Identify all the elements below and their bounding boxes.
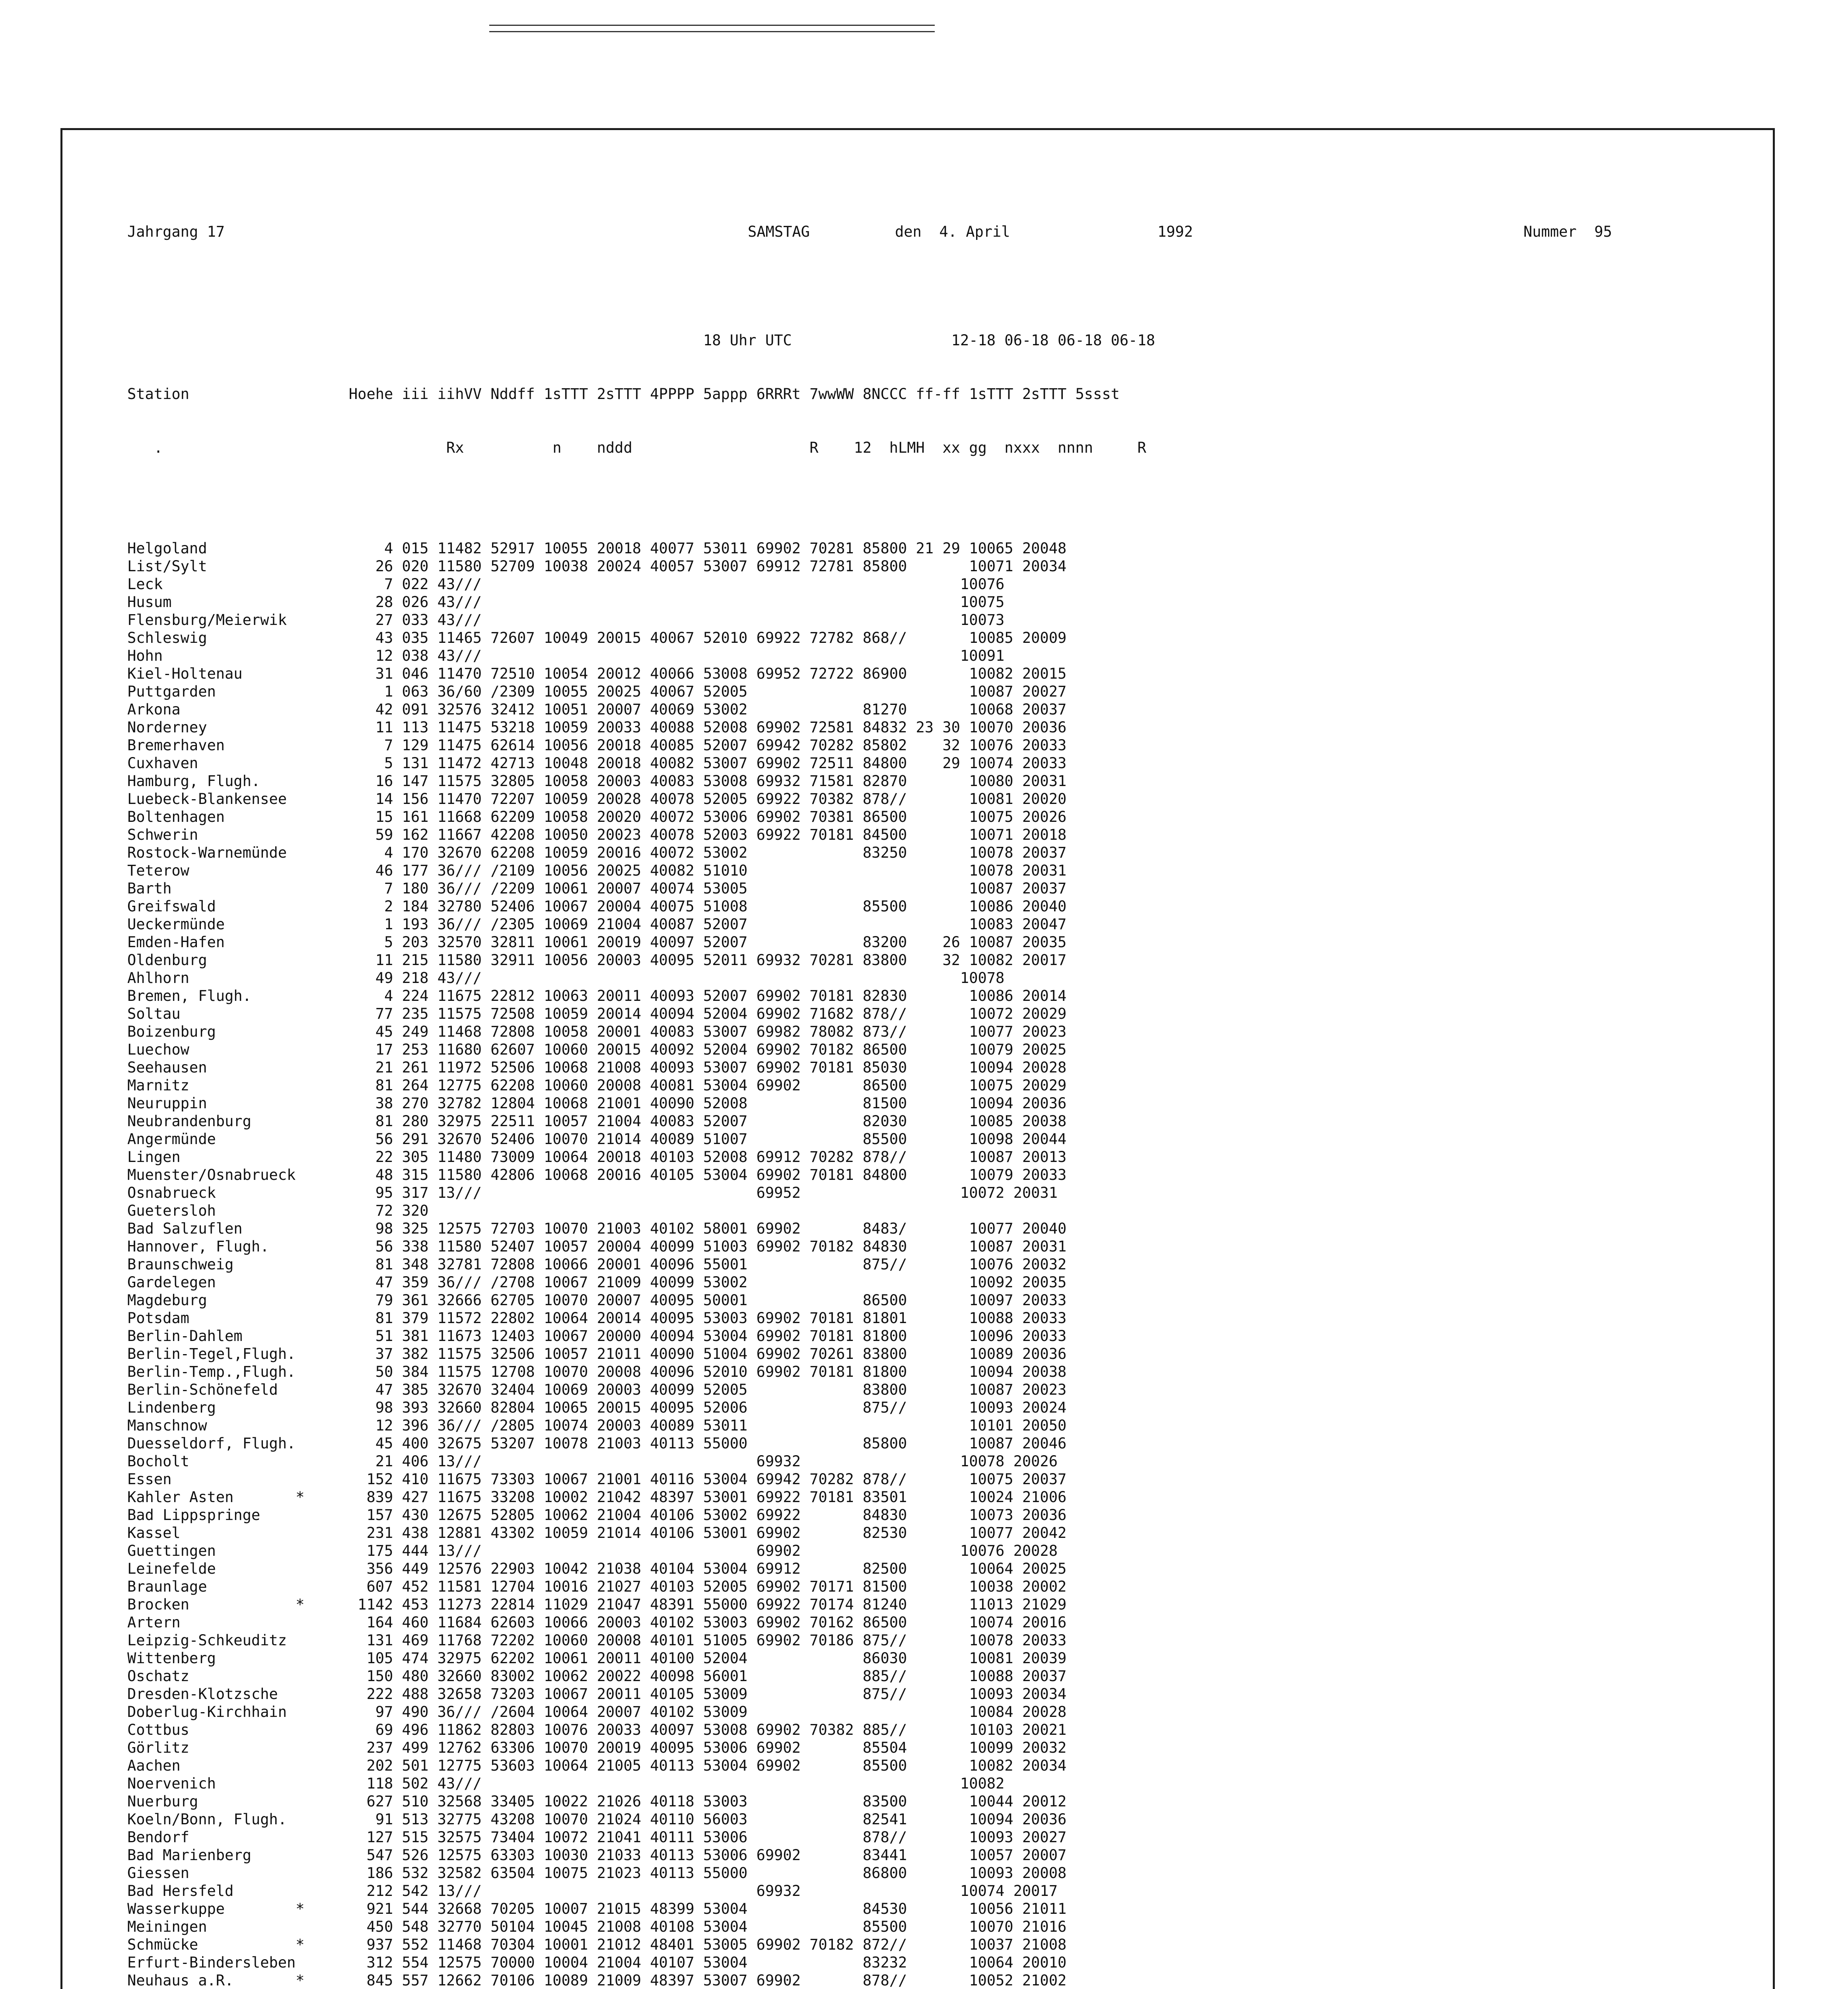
- station-row: Angermünde 56 291 32670 52406 10070 21014 40089 51007 85500 10098 20044: [127, 1131, 1067, 1148]
- station-row: Norderney 11 113 11475 53218 10059 20033 40088 52008 69902 72581 84832 23 30 10070 20036: [127, 719, 1067, 736]
- station-row: Meiningen 450 548 32770 50104 10045 21008 40108 53004 85500 10070 21016: [127, 1918, 1067, 1935]
- station-row: Hannover, Flugh. 56 338 11580 52407 10057 20004 40099 51003 69902 70182 84830 10087 20031: [127, 1238, 1067, 1255]
- station-row: Artern 164 460 11684 62603 10066 20003 40102 53003 69902 70162 86500 10074 20016: [127, 1614, 1067, 1631]
- volume-label: Jahrgang 17: [127, 223, 225, 240]
- station-row: Ueckermünde 1 193 36/// /2305 10069 21004 40087 52007 10083 20047: [127, 916, 1067, 933]
- station-row: Wasserkuppe * 921 544 32668 70205 10007 21015 48399 53004 84530 10056 21011: [127, 1900, 1067, 1917]
- station-row: Manschnow 12 396 36/// /2805 10074 20003 40089 53011 10101 20050: [127, 1417, 1067, 1434]
- station-row: Luebeck-Blankensee 14 156 11470 72207 10059 20028 40078 52005 69922 70382 878// 10081 20020: [127, 790, 1067, 808]
- station-row: Görlitz 237 499 12762 63306 10070 20019 40095 53006 69902 85504 10099 20032: [127, 1739, 1067, 1756]
- station-row: Brocken * 1142 453 11273 22814 11029 21047 48391 55000 69922 70174 81240 11013 21029: [127, 1596, 1067, 1613]
- station-row: Osnabrueck 95 317 13/// 69952 10072 20031: [127, 1184, 1058, 1201]
- station-row: Leipzig-Schkeuditz 131 469 11768 72202 10060 20008 40101 51005 69902 70186 875// 10078 20033: [127, 1632, 1067, 1649]
- top-scan-line-2: [489, 31, 935, 32]
- station-row: Bremen, Flugh. 4 224 11675 22812 10063 20011 40093 52007 69902 70181 82830 10086 20014: [127, 987, 1067, 1004]
- station-row: Barth 7 180 36/// /2209 10061 20007 40074 53005 10087 20037: [127, 880, 1067, 897]
- station-row: Hamburg, Flugh. 16 147 11575 32805 10058 20003 40083 53008 69932 71581 82870 10080 20031: [127, 773, 1067, 790]
- station-row: Doberlug-Kirchhain 97 490 36/// /2604 10064 20007 40102 53009 10084 20028: [127, 1703, 1067, 1720]
- station-row: Aachen 202 501 12775 53603 10064 21005 40113 53004 69902 85500 10082 20034: [127, 1757, 1067, 1774]
- station-row: Bad Salzuflen 98 325 12575 72703 10070 21003 40102 58001 69902 8483/ 10077 20040: [127, 1220, 1067, 1237]
- station-row: Dresden-Klotzsche 222 488 32658 73203 10067 20011 40105 53009 875// 10093 20034: [127, 1685, 1067, 1703]
- station-row: Luechow 17 253 11680 62607 10060 20015 40092 52004 69902 70182 86500 10079 20025: [127, 1041, 1067, 1058]
- station-row: Erfurt-Bindersleben 312 554 12575 70000 10004 21004 40107 53004 83232 10064 20010: [127, 1954, 1067, 1971]
- column-header-line: . Rx n nddd R 12 hLMH xx gg nxxx nnnn R: [127, 439, 1146, 456]
- station-row: Essen 152 410 11675 73303 10067 21001 40116 53004 69942 70282 878// 10075 20037: [127, 1471, 1067, 1488]
- issue-number: Nummer 95: [1523, 223, 1612, 240]
- station-row: List/Sylt 26 020 11580 52709 10038 20024 40057 53007 69912 72781 85800 10071 20034: [127, 558, 1067, 575]
- station-row: Bad Lippspringe 157 430 12675 52805 10062 21004 40106 53002 69922 84830 10073 20036: [127, 1506, 1067, 1524]
- station-row: Kahler Asten * 839 427 11675 33208 10002 21042 48397 53001 69922 70181 83501 10024 21006: [127, 1489, 1067, 1506]
- column-header-line: 18 Uhr UTC 12-18 06-18 06-18 06-18: [127, 332, 1155, 349]
- station-row: Kassel 231 438 12881 43302 10059 21014 40106 53001 69902 82530 10077 20042: [127, 1524, 1067, 1541]
- station-row: Leinefelde 356 449 12576 22903 10042 21038 40104 53004 69912 82500 10064 20025: [127, 1560, 1067, 1577]
- station-row: Guettingen 175 444 13/// 69902 10076 20028: [127, 1542, 1058, 1559]
- station-row: Lingen 22 305 11480 73009 10064 20018 40103 52008 69912 70282 878// 10087 20013: [127, 1148, 1067, 1166]
- station-row: Schwerin 59 162 11667 42208 10050 20023 40078 52003 69922 70181 84500 10071 20018: [127, 826, 1067, 843]
- date-label: den 4. April: [895, 223, 1010, 240]
- station-row: Braunlage 607 452 11581 12704 10016 21027 40103 52005 69902 70171 81500 10038 20002: [127, 1578, 1067, 1595]
- station-row: Muenster/Osnabrueck 48 315 11580 42806 10068 20016 40105 53004 69902 70181 84800 10079 20033: [127, 1166, 1067, 1183]
- station-row: Berlin-Schönefeld 47 385 32670 32404 10069 20003 40099 52005 83800 10087 20023: [127, 1381, 1067, 1398]
- station-row: Gardelegen 47 359 36/// /2708 10067 21009 40099 53002 10092 20035: [127, 1274, 1067, 1291]
- station-row: Ahlhorn 49 218 43/// 10078: [127, 969, 1005, 987]
- page-header: [127, 223, 1702, 241]
- station-row: Potsdam 81 379 11572 22802 10064 20014 40095 53003 69902 70181 81801 10088 20033: [127, 1310, 1067, 1327]
- station-row: Berlin-Dahlem 51 381 11673 12403 10067 20000 40094 53004 69902 70181 81800 10096 20033: [127, 1327, 1067, 1345]
- top-scan-line: [489, 25, 935, 26]
- day-label: SAMSTAG: [748, 223, 810, 240]
- station-row: Arkona 42 091 32576 32412 10051 20007 40069 53002 81270 10068 20037: [127, 701, 1067, 718]
- station-row: Neubrandenburg 81 280 32975 22511 10057 21004 40083 52007 82030 10085 20038: [127, 1113, 1067, 1130]
- station-row: Lindenberg 98 393 32660 82804 10065 20015 40095 52006 875// 10093 20024: [127, 1399, 1067, 1416]
- station-row: Bad Hersfeld 212 542 13/// 69932 10074 20017: [127, 1882, 1058, 1899]
- station-row: Neuruppin 38 270 32782 12804 10068 21001 40090 52008 81500 10094 20036: [127, 1095, 1067, 1112]
- station-row: Rostock-Warnemünde 4 170 32670 62208 10059 20016 40072 53002 83250 10078 20037: [127, 844, 1067, 861]
- station-row: Hohn 12 038 43/// 10091: [127, 647, 1005, 664]
- station-row: Wittenberg 105 474 32975 62202 10061 20011 40100 52004 86030 10081 20039: [127, 1650, 1067, 1667]
- station-row: Cuxhaven 5 131 11472 42713 10048 20018 40082 53007 69902 72511 84800 29 10074 20033: [127, 755, 1067, 772]
- station-row: Soltau 77 235 11575 72508 10059 20014 40094 52004 69902 71682 878// 10072 20029: [127, 1005, 1067, 1022]
- station-row: Neuhaus a.R. * 845 557 12662 70106 10089 21009 48397 53007 69902 878// 10052 21002: [127, 1972, 1067, 1989]
- station-row: Bad Marienberg 547 526 12575 63303 10030 21033 40113 53006 69902 83441 10057 20007: [127, 1847, 1067, 1864]
- station-row: Puttgarden 1 063 36/60 /2309 10055 20025 40067 52005 10087 20027: [127, 683, 1067, 700]
- station-row: Bocholt 21 406 13/// 69932 10078 20026: [127, 1453, 1058, 1470]
- station-row: Helgoland 4 015 11482 52917 10055 20018 40077 53011 69902 70281 85800 21 29 10065 20048: [127, 540, 1067, 557]
- station-row: Noervenich 118 502 43/// 10082: [127, 1775, 1005, 1792]
- column-header-line: Station Hoehe iii iihVV Nddff 1sTTT 2sTTT 4PPPP 5appp 6RRRt 7wwWW 8NCCC ff-ff 1sTTT 2sTTT 5ssst: [127, 385, 1120, 403]
- station-row: Seehausen 21 261 11972 52506 10068 21008 40093 53007 69902 70181 85030 10094 20028: [127, 1059, 1067, 1076]
- station-rows: [127, 539, 1702, 1989]
- station-row: Bendorf 127 515 32575 73404 10072 21041 40111 53006 878// 10093 20027: [127, 1829, 1067, 1846]
- column-header-block: [127, 296, 1702, 492]
- station-row: Duesseldorf, Flugh. 45 400 32675 53207 10078 21003 40113 55000 85800 10087 20046: [127, 1435, 1067, 1452]
- station-row: Cottbus 69 496 11862 82803 10076 20033 40097 53008 69902 70382 885// 10103 20021: [127, 1721, 1067, 1738]
- station-row: Marnitz 81 264 12775 62208 10060 20008 40081 53004 69902 86500 10075 20029: [127, 1077, 1067, 1094]
- station-row: Oldenburg 11 215 11580 32911 10056 20003 40095 52011 69932 70281 83800 32 10082 20017: [127, 952, 1067, 969]
- station-row: Koeln/Bonn, Flugh. 91 513 32775 43208 10070 21024 40110 56003 82541 10094 20036: [127, 1811, 1067, 1828]
- station-row: Berlin-Tegel,Flugh. 37 382 11575 32506 10057 21011 40090 51004 69902 70261 83800 10089 20036: [127, 1345, 1067, 1362]
- station-row: Oschatz 150 480 32660 83002 10062 20022 40098 56001 885// 10088 20037: [127, 1668, 1067, 1685]
- station-row: Magdeburg 79 361 32666 62705 10070 20007 40095 50001 86500 10097 20033: [127, 1292, 1067, 1309]
- station-row: Guetersloh 72 320: [127, 1202, 429, 1219]
- station-row: Schmücke * 937 552 11468 70304 10001 21012 48401 53005 69902 70182 872// 10037 21008: [127, 1936, 1067, 1953]
- station-row: Husum 28 026 43/// 10075: [127, 594, 1005, 611]
- station-row: Leck 7 022 43/// 10076: [127, 576, 1005, 593]
- station-row: Flensburg/Meierwik 27 033 43/// 10073: [127, 611, 1005, 629]
- station-row: Braunschweig 81 348 32781 72808 10066 20001 40096 55001 875// 10076 20032: [127, 1256, 1067, 1273]
- year-label: 1992: [1157, 223, 1193, 240]
- station-row: Boizenburg 45 249 11468 72808 10058 20001 40083 53007 69982 78082 873// 10077 20023: [127, 1023, 1067, 1040]
- station-row: Kiel-Holtenau 31 046 11470 72510 10054 20012 40066 53008 69952 72722 86900 10082 20015: [127, 665, 1067, 682]
- station-row: Giessen 186 532 32582 63504 10075 21023 40113 55000 86800 10093 20008: [127, 1864, 1067, 1882]
- station-row: Emden-Hafen 5 203 32570 32811 10061 20019 40097 52007 83200 26 10087 20035: [127, 934, 1067, 951]
- station-row: Nuerburg 627 510 32568 33405 10022 21026 40118 53003 83500 10044 20012: [127, 1793, 1067, 1810]
- station-row: Schleswig 43 035 11465 72607 10049 20015 40067 52010 69922 72782 868// 10085 20009: [127, 629, 1067, 646]
- station-row: Boltenhagen 15 161 11668 62209 10058 20020 40072 53006 69902 70381 86500 10075 20026: [127, 808, 1067, 825]
- station-row: Greifswald 2 184 32780 52406 10067 20004 40075 51008 85500 10086 20040: [127, 898, 1067, 915]
- station-row: Teterow 46 177 36/// /2109 10056 20025 40082 51010 10078 20031: [127, 862, 1067, 879]
- station-row: Bremerhaven 7 129 11475 62614 10056 20018 40085 52007 69942 70282 85802 32 10076 20033: [127, 737, 1067, 754]
- station-row: Berlin-Temp.,Flugh. 50 384 11575 12708 10070 20008 40096 52010 69902 70181 81800 10094 20038: [127, 1363, 1067, 1380]
- synop-table: [127, 187, 1702, 1989]
